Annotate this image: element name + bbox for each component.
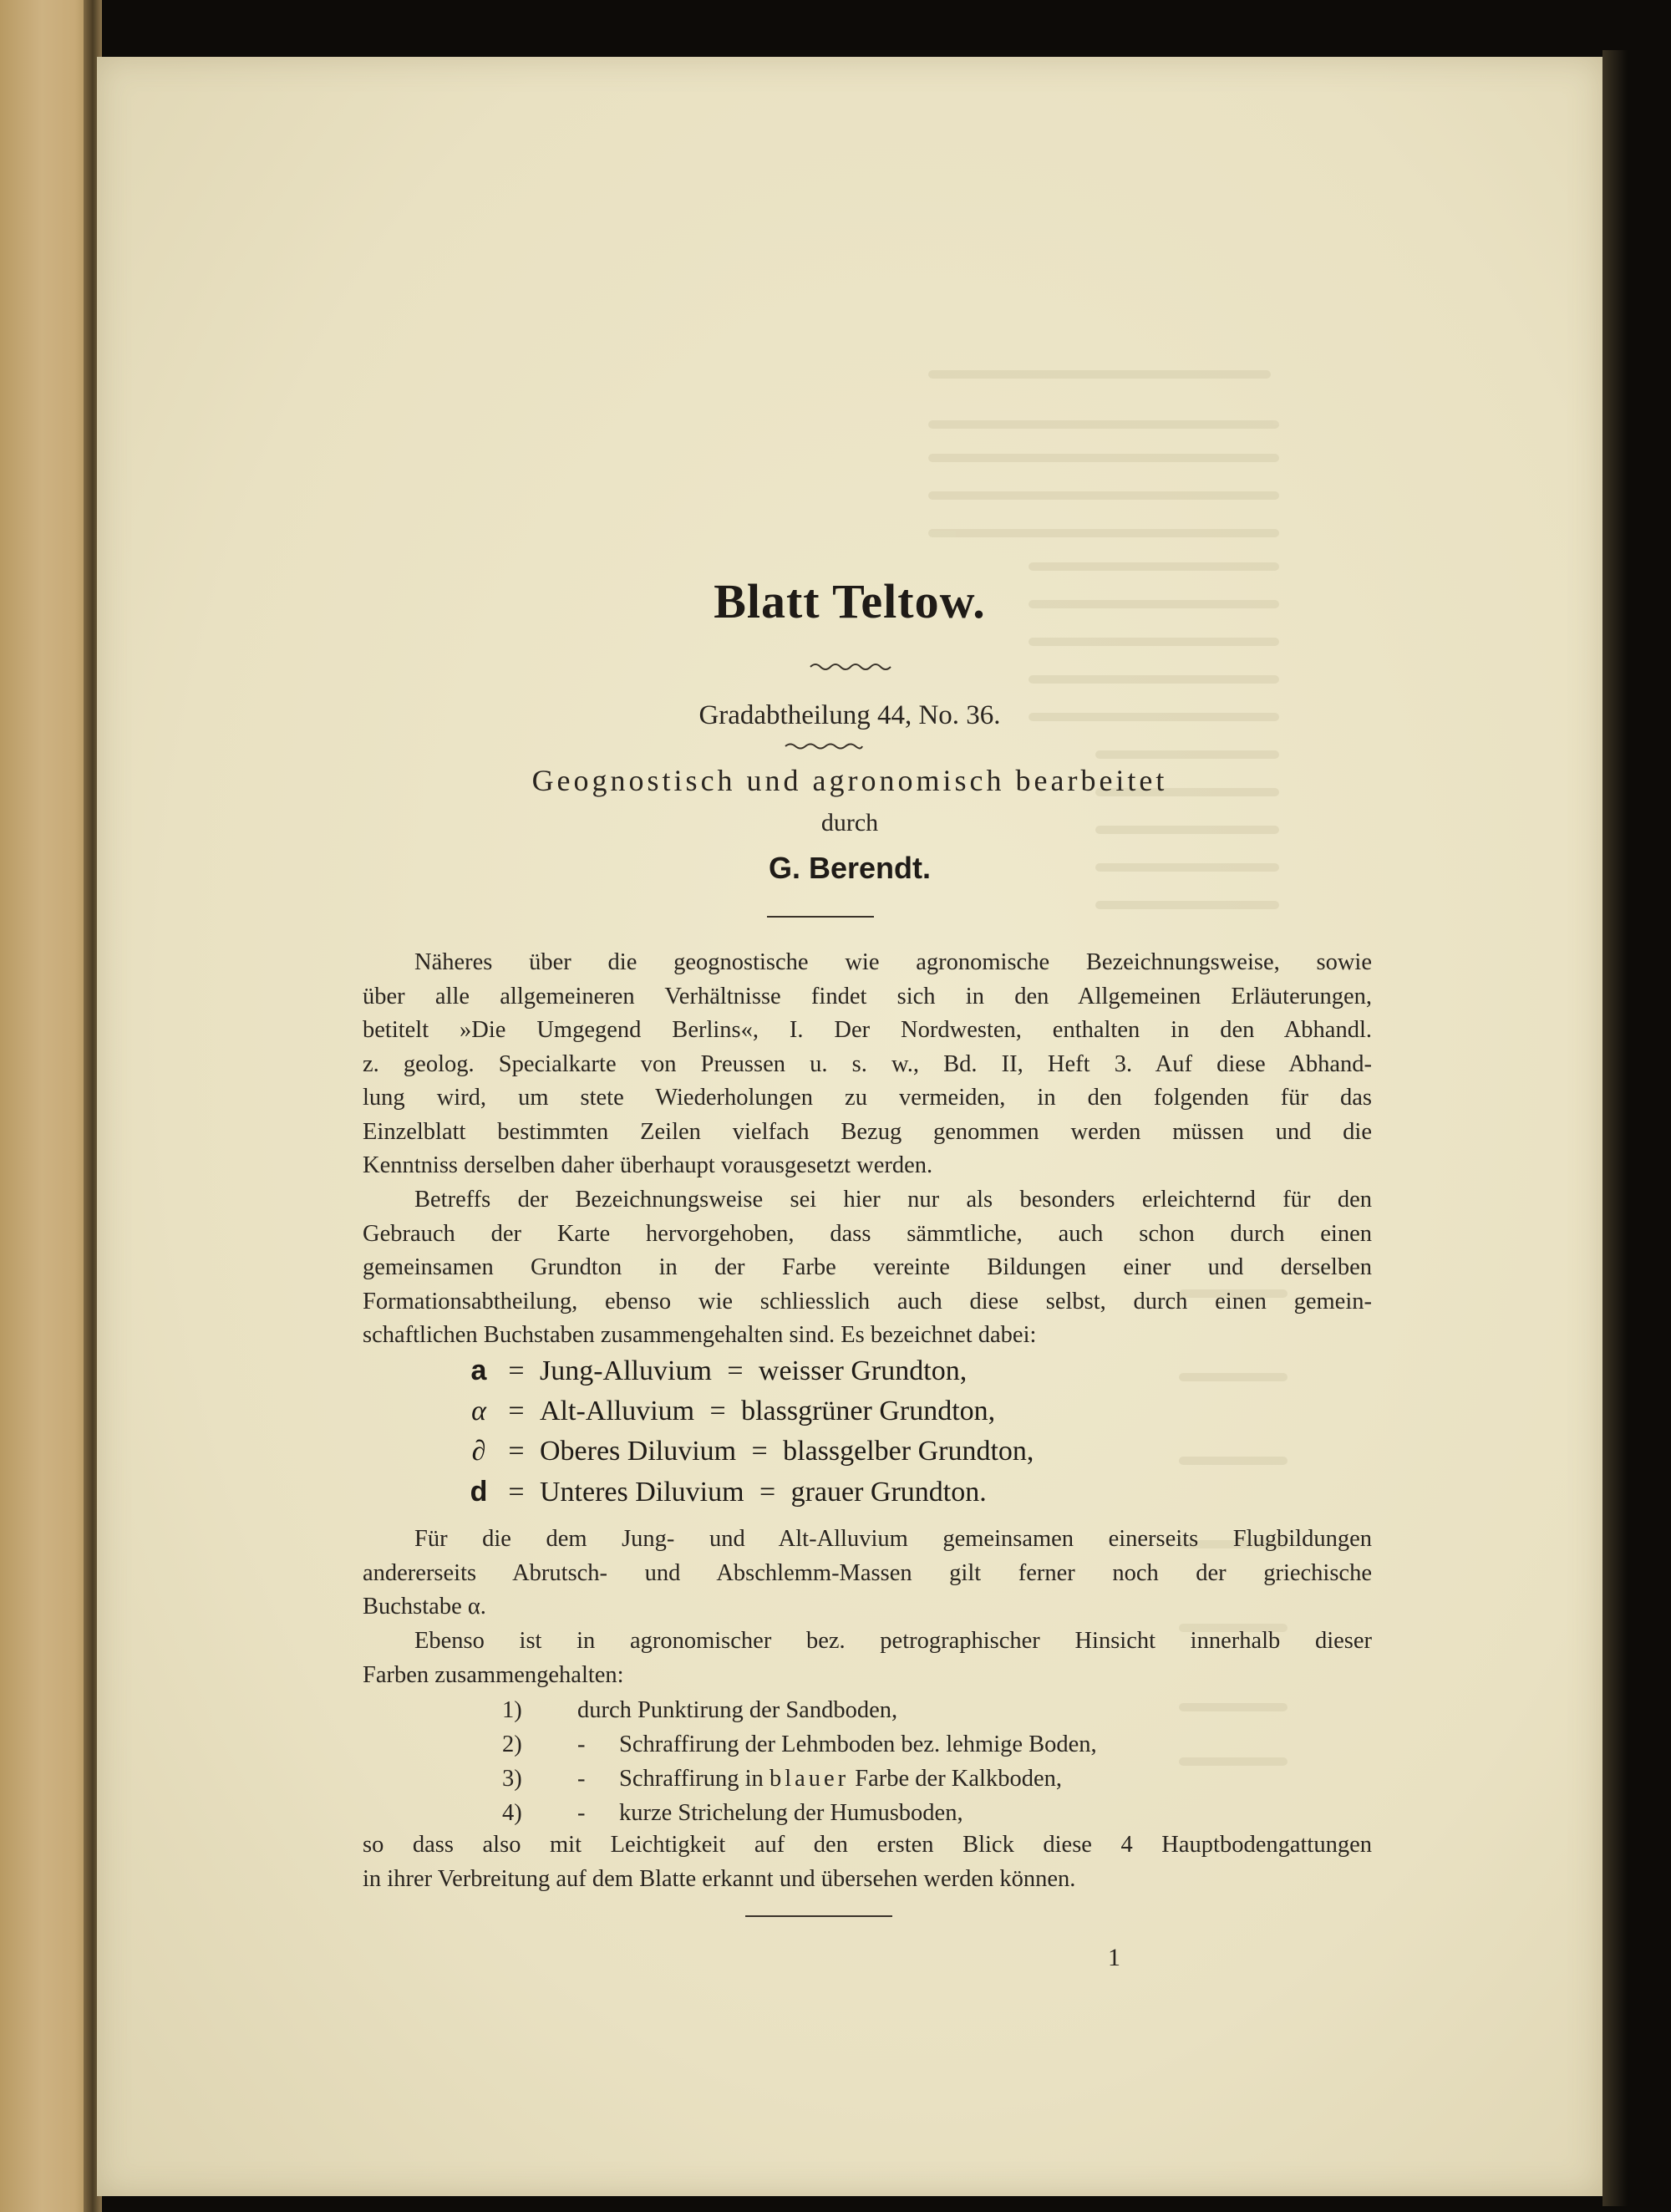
grad-ornament bbox=[784, 740, 864, 752]
legend-formation: Jung-Alluvium bbox=[540, 1355, 712, 1386]
fourth-paragraph bbox=[363, 1625, 1372, 1692]
list-item bbox=[502, 1727, 1097, 1762]
list-item bbox=[502, 1693, 1097, 1727]
ditto-mark: - bbox=[577, 1766, 586, 1792]
equals-sign: = bbox=[709, 1396, 726, 1426]
text-line: Betreffs der Bezeichnungsweise sei hier nur als besonders erleichternd für den bbox=[414, 1187, 1372, 1213]
gradabtheilung-line: Gradabtheilung 44, No. 36. bbox=[698, 700, 1001, 730]
text-line: schaftlichen Buchstaben zusammengehalten sind. Es bezeichnet dabei: bbox=[363, 1322, 1037, 1348]
formation-legend bbox=[465, 1350, 1034, 1513]
text-line: Einzelblatt bestimmten Zeilen vielfach Bezug genommen werden müssen und die bbox=[363, 1118, 1372, 1145]
legend-formation: Unteres Diluvium bbox=[540, 1477, 744, 1508]
legend-color: grauer Grundton. bbox=[790, 1477, 987, 1508]
text-line: Ebenso ist in agronomischer bez. petrographischer Hinsicht innerhalb dieser bbox=[414, 1628, 1372, 1654]
durch-text: durch bbox=[820, 809, 879, 836]
soil-marking-list bbox=[502, 1693, 1097, 1830]
text-line: Gebrauch der Karte hervorgehoben, dass sämmtliche, auch schon durch einen bbox=[363, 1220, 1372, 1247]
legend-symbol: α bbox=[471, 1396, 486, 1426]
list-number: 3) bbox=[502, 1766, 522, 1792]
text-line: Für die dem Jung- und Alt-Alluvium gemeinsamen einerseits Flugbildungen bbox=[414, 1526, 1372, 1552]
list-number: 1) bbox=[502, 1697, 522, 1723]
legend-row bbox=[465, 1391, 1034, 1431]
text-line: Näheres über die geognostische wie agronomische Bezeichnungsweise, sowie bbox=[414, 949, 1372, 975]
legend-color: weisser Grundton, bbox=[758, 1355, 968, 1386]
second-paragraph bbox=[363, 1183, 1372, 1353]
legend-row bbox=[465, 1350, 1034, 1391]
footer-divider bbox=[745, 1915, 892, 1917]
text-line: in ihrer Verbreitung auf dem Blatte erkannt und übersehen werden können. bbox=[363, 1865, 1076, 1892]
text-line: lung wird, um stete Wiederholungen zu vermeiden, in den folgenden für das bbox=[363, 1085, 1372, 1111]
document-page bbox=[97, 57, 1602, 2196]
equals-sign: = bbox=[759, 1477, 776, 1508]
ditto-mark: - bbox=[577, 1800, 586, 1826]
text-line: Kenntniss derselben daher überhaupt vorausgesetzt werden. bbox=[363, 1152, 933, 1178]
equals-sign: = bbox=[508, 1355, 525, 1386]
equals-sign: = bbox=[508, 1396, 525, 1426]
list-item bbox=[502, 1762, 1097, 1796]
ditto-mark: - bbox=[577, 1731, 586, 1757]
legend-symbol: ∂ bbox=[471, 1436, 486, 1467]
list-text bbox=[619, 1762, 1062, 1796]
legend-row bbox=[465, 1431, 1034, 1472]
intro-paragraph bbox=[363, 946, 1372, 1183]
legend-formation: Alt-Alluvium bbox=[540, 1396, 695, 1426]
previous-page-edge bbox=[0, 0, 94, 2212]
legend-formation: Oberes Diluvium bbox=[540, 1436, 737, 1467]
equals-sign: = bbox=[727, 1355, 744, 1386]
legend-symbol: d bbox=[470, 1476, 488, 1508]
list-text-after: Farbe der Kalkboden, bbox=[849, 1766, 1062, 1792]
list-text-before: Schraffirung in bbox=[619, 1766, 769, 1792]
heading-divider bbox=[767, 916, 874, 918]
text-line: Farben zusammengehalten: bbox=[363, 1661, 624, 1688]
text-line: über alle allgemeineren Verhältnisse findet sich in den Allgemeinen Erläuterungen, bbox=[363, 983, 1372, 1009]
text-line: Formationsabtheilung, ebenso wie schliesslich auch diese selbst, durch einen gemein- bbox=[363, 1288, 1372, 1314]
list-number: 4) bbox=[502, 1800, 522, 1826]
equals-sign: = bbox=[751, 1436, 768, 1467]
legend-row bbox=[465, 1472, 1034, 1513]
list-text: Schraffirung der Lehmboden bez. lehmige Boden, bbox=[619, 1731, 1097, 1757]
legend-symbol: a bbox=[470, 1355, 487, 1386]
page-edge-shadow bbox=[1602, 50, 1628, 2206]
closing-paragraph bbox=[363, 1828, 1372, 1896]
list-text-emphasis: blauer bbox=[769, 1766, 850, 1792]
page-title: Blatt Teltow. bbox=[714, 574, 986, 628]
list-number: 2) bbox=[502, 1731, 522, 1757]
text-line: z. geolog. Specialkarte von Preussen u. s. w., Bd. II, Heft 3. Auf diese Abhand- bbox=[363, 1050, 1372, 1077]
legend-color: blassgelber Grundton, bbox=[783, 1436, 1034, 1467]
list-text: durch Punktirung der Sandboden, bbox=[577, 1697, 898, 1723]
title-ornament bbox=[809, 660, 892, 674]
author-name: G. Berendt. bbox=[768, 851, 932, 885]
equals-sign: = bbox=[508, 1477, 525, 1508]
text-line: gemeinsamen Grundton in der Farbe vereinte Bildungen einer und derselben bbox=[363, 1254, 1372, 1280]
list-text: kurze Strichelung der Humusboden, bbox=[619, 1800, 963, 1826]
legend-color: blassgrüner Grundton, bbox=[741, 1396, 996, 1426]
text-line: betitelt »Die Umgegend Berlins«, I. Der Nordwesten, enthalten in den Abhandl. bbox=[363, 1017, 1372, 1043]
equals-sign: = bbox=[508, 1436, 525, 1467]
text-line: so dass also mit Leichtigkeit auf den ersten Blick diese 4 Hauptbodengattungen bbox=[363, 1832, 1372, 1858]
subtitle: Geognostisch und agronomisch bearbeitet bbox=[531, 764, 1168, 797]
third-paragraph bbox=[363, 1523, 1372, 1625]
list-item bbox=[502, 1796, 1097, 1830]
text-line: Buchstabe α. bbox=[363, 1594, 486, 1620]
text-line: andererseits Abrutsch- und Abschlemm-Massen gilt ferner noch der griechische bbox=[363, 1559, 1372, 1586]
page-number: 1 bbox=[1108, 1944, 1120, 1971]
